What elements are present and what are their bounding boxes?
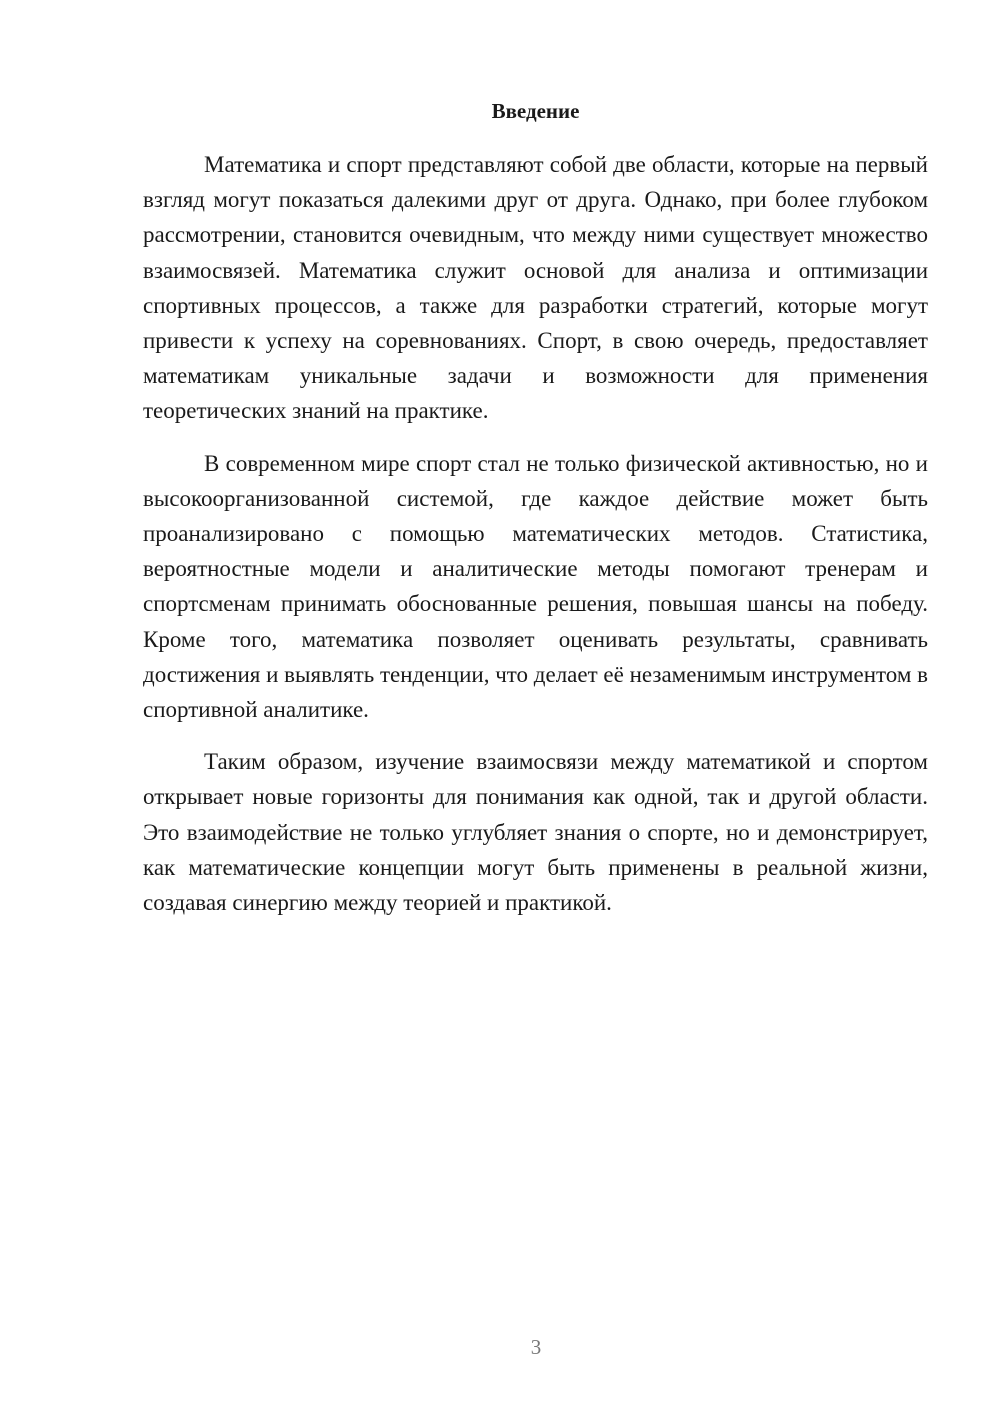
paragraph-3: Таким образом, изучение взаимосвязи между математикой и спортом открывает новые горизонты для понимания как одной, так и другой области. Это взаимодействие не только углубляет знания о спорте, но и демонстрирует, как математические концепции могут быть применены в реальной жизни, создавая синергию между теорией и практикой. [143,749,928,916]
section-heading: Введение [491,99,580,123]
paragraph-1: Математика и спорт представляют собой две области, которые на первый взгляд могут показаться далекими друг от друга. Однако, при более глубоком рассмотрении, становится очевидным, что между ними существует множество взаимосвязей. Математика служит основой для анализа и оптимизации спортивных процессов, а также для разработки стратегий, которые могут привести к успеху на соревнованиях. Спорт, в свою очередь, предоставляет математикам уникальные задачи и возможности для применения теоретических знаний на практике. [143,152,928,424]
page-number: 3 [530,1335,542,1359]
paragraph-2: В современном мире спорт стал не только физической активностью, но и высокоорганизованной системой, где каждое действие может быть проанализировано с помощью математических методов. Статистика, вероятностные модели и аналитические методы помогают тренерам и спортсменам принимать обоснованные решения, повышая шансы на победу. Кроме того, математика позволяет оценивать результаты, сравнивать достижения и выявлять тенденции, что делает её незаменимым инструментом в спортивной аналитике. [143,450,928,723]
page-content [143,97,928,937]
